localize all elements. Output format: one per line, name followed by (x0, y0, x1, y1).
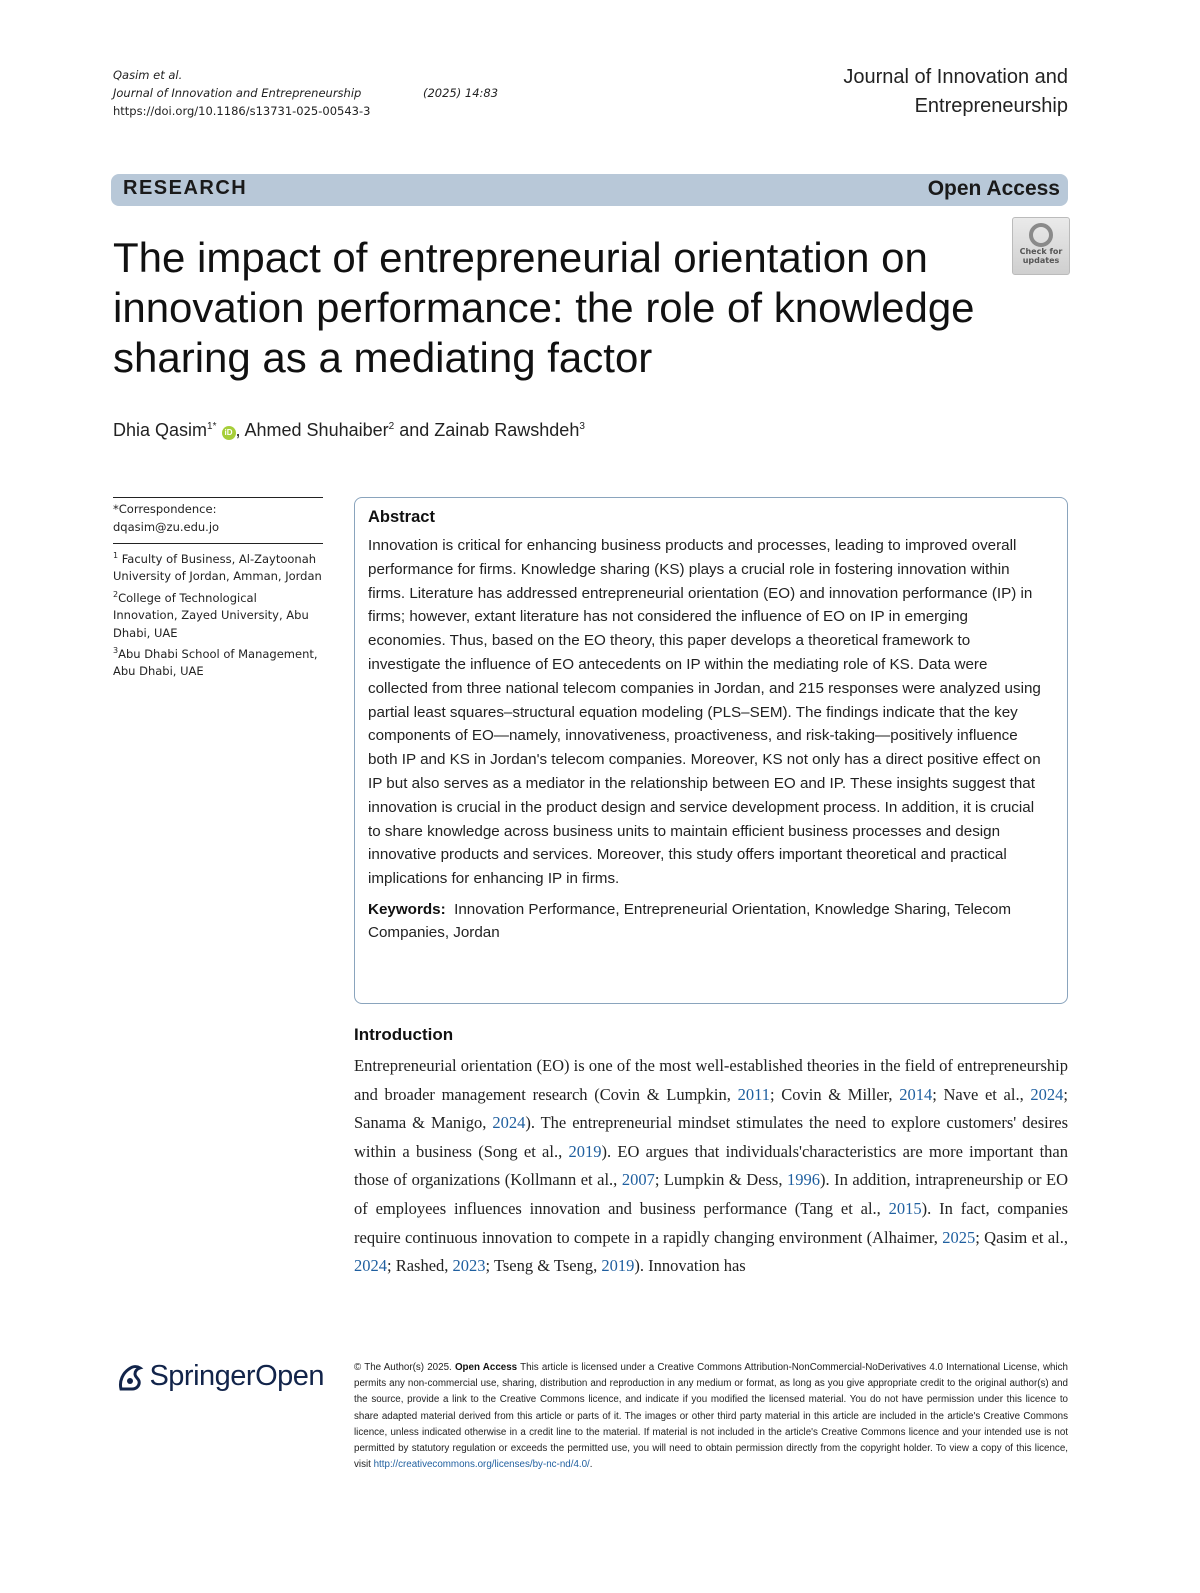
publisher-name (149, 1360, 324, 1392)
author-name[interactable]: Ahmed Shuhaiber (244, 420, 389, 440)
citation-link[interactable]: 2024 (492, 1113, 526, 1133)
license-url[interactable]: http://creativecommons.org/licenses/by-nc-nd/4.0/ (373, 1459, 590, 1471)
paragraph-text: ; Rashed, (387, 1256, 453, 1276)
affiliation-text: Abu Dhabi School of Management, Abu Dhabi, UAE (113, 646, 318, 679)
introduction-paragraph (354, 1052, 1068, 1281)
paragraph-text: ; Qasim et al., (975, 1227, 1068, 1247)
journal-title-line2: Entrepreneurship (914, 95, 1068, 117)
open-access-label: Open Access (927, 177, 1060, 200)
introduction-heading: Introduction (354, 1025, 454, 1044)
year-volume: (2025) 14:83 (423, 86, 499, 100)
license-open-access-label: Open Access (454, 1362, 518, 1373)
author-name[interactable]: Dhia Qasim (113, 420, 208, 440)
paragraph-text: Entrepreneurial orientation (EO) is one of the most well-established theories in the field of entrepreneurship and broader management research (Covin & Lumpkin, (354, 1056, 1068, 1104)
paragraph-text: ; Tseng & Tseng, (485, 1256, 602, 1276)
running-authors: Qasim et al. (113, 68, 183, 82)
journal-title (843, 63, 1068, 121)
article-type-label: RESEARCH (123, 177, 248, 199)
correspondence-email[interactable]: dqasim@zu.edu.jo (113, 519, 220, 534)
citation-link[interactable]: 2007 (621, 1170, 655, 1190)
affiliation-item (113, 642, 323, 681)
license-notice (354, 1360, 1068, 1473)
affiliation-text: College of Technological Innovation, Zayed University, Abu Dhabi, UAE (113, 590, 309, 640)
affiliation-item (113, 586, 323, 642)
affiliation-number: 3 (113, 646, 119, 656)
check-updates-icon (1029, 223, 1053, 247)
keywords (368, 898, 1055, 944)
keywords-label: Keywords: (368, 900, 446, 918)
publisher-name-part1: Springer (149, 1360, 256, 1392)
citation-link[interactable]: 2011 (737, 1084, 770, 1104)
citation-link[interactable]: 2023 (452, 1256, 486, 1276)
abstract-text: Innovation is critical for enhancing business products and processes, leading to improved overall performance for firms. Knowledge sharing (KS) plays a crucial role in fostering innovation within firms. Literature has addressed entrepreneurial orientation (EO) and innovation performance (IP) in firms; however, extant literature has not considered the influence of EO on IP in emerging economies. Thus, based on the EO theory, this paper develops a theoretical framework to investigate the influence of EO antecedents on IP within the mediating role of KS. Data were collected from three national telecom companies in Jordan, and 215 responses were analyzed using partial least squares–structural equation modeling (PLS–SEM). The findings indicate that the key components of EO—namely, innovativeness, proactiveness, and risk-taking—positively influence both IP and KS in Jordan's telecom companies. Moreover, KS not only has a direct positive effect on IP but also serves as a mediator in the relationship between EO and IP. These insights suggest that innovation is crucial in the product design and service development process. In addition, it is crucial to share knowledge across business units to maintain efficient business processes and design innovative products and services. Moreover, this study offers important theoretical and practical implications for enhancing IP in firms. (368, 537, 1041, 888)
copyright-text: © The Author(s) 2025. (354, 1362, 452, 1373)
author-affiliation-sup: 3 (579, 421, 585, 432)
author-separator: and (394, 420, 435, 440)
article-type-banner (111, 174, 1068, 206)
affiliation-number: 1 (113, 551, 119, 560)
abstract-heading: Abstract (368, 508, 435, 526)
paragraph-text: ). Innovation has (634, 1256, 746, 1276)
citation-link[interactable]: 2024 (354, 1256, 387, 1276)
abstract-box (354, 497, 1068, 1004)
paragraph-text: ; Nave et al., (932, 1084, 1031, 1104)
affiliations-block (113, 543, 323, 681)
publisher-name-part2: Open (255, 1360, 325, 1392)
springer-open-logo[interactable] (113, 1360, 324, 1393)
paragraph-text: ). The entrepreneurial mindset stimulates the need to explore customers' desires within a business (Song et al., (354, 1113, 1069, 1161)
paragraph-text: ). EO argues that individuals'characteristics are more important than those of organizations (Kollmann et al., (354, 1141, 1068, 1190)
citation-link[interactable]: 2015 (888, 1198, 922, 1218)
check-updates-label (1013, 247, 1069, 265)
citation-link[interactable]: 2024 (1030, 1084, 1064, 1104)
license-text: This article is licensed under a Creative Commons Attribution-NonCommercial-NoDerivatives 4.0 International License, which permits any non-commercial use, sharing, distribution and reproduction in any medium or format, as long as you give appropriate credit to the original author(s) and the source, provide a link to the Creative Commons licence, and indicate if you modified the licensed material. You do not have permission under this licence to share adapted material derived from this article or parts of it. The images or other third party material in this article are included in the article's Creative Commons licence, unless indicated otherwise in a credit line to the material. If material is not included in the article's Creative Commons licence and your intended use is not permitted by statutory regulation or exceeds the permitted use, you will need to obtain permission directly from the copyright holder. To view a copy of this licence, visit (354, 1362, 1069, 1471)
author-name[interactable]: Zainab Rawshdeh (434, 420, 580, 440)
check-updates-label-line1: Check for (1019, 247, 1063, 256)
correspondence-label: *Correspondence: (113, 502, 217, 516)
citation-link[interactable]: 2019 (601, 1256, 635, 1276)
author-list (113, 420, 585, 441)
journal-name-italic: Journal of Innovation and Entrepreneurship (113, 86, 362, 100)
journal-title-line1: Journal of Innovation and (843, 66, 1068, 88)
article-meta (113, 66, 499, 120)
keywords-list: Innovation Performance, Entrepreneurial Orientation, Knowledge Sharing, Telecom Companies, Jordan (368, 900, 1012, 941)
author-affiliation-sup: 2 (388, 421, 395, 432)
orcid-icon[interactable]: iD (222, 426, 236, 440)
article-title: The impact of entrepreneurial orientation on innovation performance: the role of knowledge sharing as a mediating factor (113, 234, 975, 381)
citation-link[interactable]: 1996 (787, 1170, 820, 1190)
citation-link[interactable]: 2025 (942, 1227, 976, 1247)
springer-horse-icon (113, 1361, 145, 1393)
author-affiliation-sup: 1* (207, 421, 217, 432)
paragraph-text: ; Covin & Miller, (769, 1084, 900, 1104)
check-for-updates-badge[interactable] (1012, 217, 1070, 275)
paragraph-text: ). In fact, companies require continuous innovation to compete in a rapidly changing environment (Alhaimer, (354, 1198, 1068, 1247)
paragraph-text: ; Sanama & Manigo, (354, 1084, 1068, 1133)
affiliation-item (113, 547, 323, 586)
paragraph-text: ). In addition, intrapreneurship or EO of employees influences innovation and business performance (Tang et al., (354, 1170, 1069, 1218)
citation-link[interactable]: 2019 (568, 1141, 602, 1161)
affiliation-number: 2 (113, 589, 119, 599)
doi-link[interactable]: https://doi.org/10.1186/s13731-025-00543-3 (113, 104, 371, 118)
author-separator: , (235, 420, 245, 440)
license-end: . (589, 1459, 593, 1471)
paragraph-text: ; Lumpkin & Dess, (654, 1170, 787, 1190)
journal-citation (113, 84, 499, 102)
citation-link[interactable]: 2014 (899, 1084, 933, 1104)
check-updates-label-line2: updates (1022, 256, 1060, 265)
correspondence-block (113, 497, 323, 536)
affiliation-text: Faculty of Business, Al-Zaytoonah University of Jordan, Amman, Jordan (113, 551, 322, 584)
